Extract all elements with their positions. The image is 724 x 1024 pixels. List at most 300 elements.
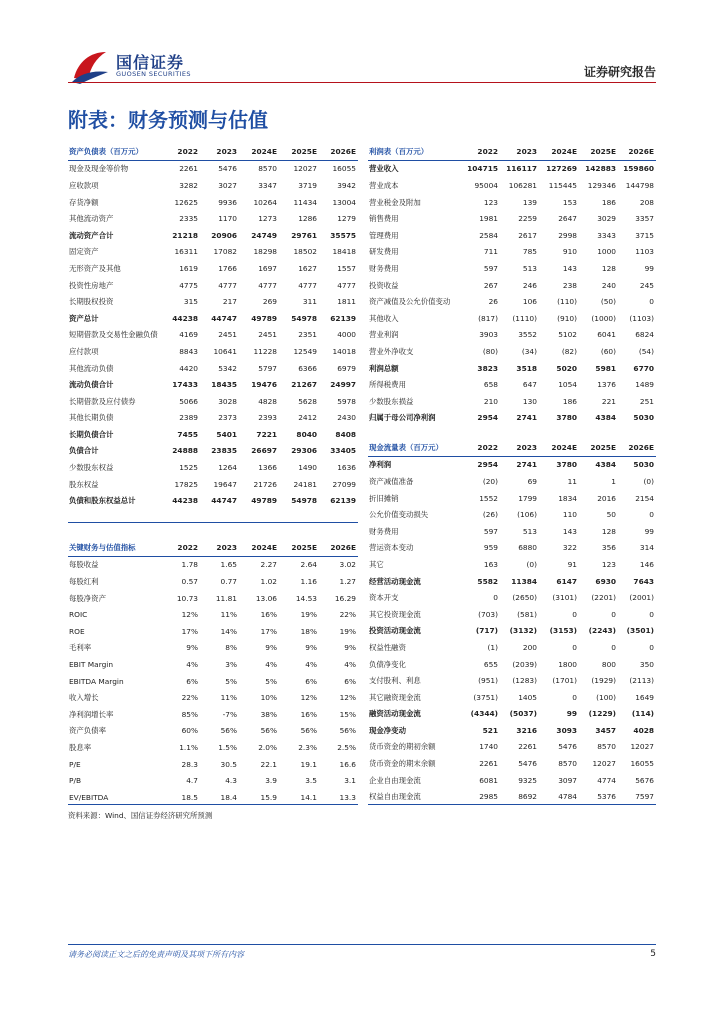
table-cell: 8570 bbox=[258, 164, 277, 174]
table-row bbox=[68, 459, 358, 476]
row-label: 收入增长 bbox=[69, 693, 99, 703]
table-cell: (2650) bbox=[512, 593, 537, 603]
table-cell: 14018 bbox=[332, 346, 356, 356]
table-cell: 54978 bbox=[291, 496, 317, 506]
table-cell: 13004 bbox=[332, 197, 356, 207]
column-header: 2024E bbox=[539, 439, 579, 456]
table-row bbox=[68, 194, 358, 211]
table-cell: 62139 bbox=[330, 313, 356, 323]
row-label: 折旧摊销 bbox=[369, 493, 399, 503]
table-cell: (3501) bbox=[626, 626, 654, 636]
table-cell: 49789 bbox=[251, 313, 277, 323]
table-row bbox=[68, 393, 358, 410]
table-cell: 1800 bbox=[558, 659, 577, 669]
table-cell: 1376 bbox=[597, 380, 616, 390]
cash-flow-header-row bbox=[368, 439, 656, 456]
table-cell: 1619 bbox=[179, 263, 198, 273]
table-cell: 5020 bbox=[556, 363, 577, 373]
table-row bbox=[68, 476, 358, 493]
table-cell: 3942 bbox=[337, 180, 356, 190]
table-row bbox=[368, 160, 656, 177]
table-cell: 11228 bbox=[253, 346, 277, 356]
table-row bbox=[368, 772, 656, 789]
row-label: 资产减值准备 bbox=[369, 476, 414, 486]
row-label: 其他流动负债 bbox=[69, 363, 114, 373]
table-cell: 3.9 bbox=[265, 776, 277, 786]
table-cell: 238 bbox=[562, 280, 577, 290]
table-cell: 3715 bbox=[635, 230, 654, 240]
table-cell: 8570 bbox=[597, 742, 616, 752]
row-label: 现金及现金等价物 bbox=[69, 164, 129, 174]
table-cell: 144798 bbox=[625, 180, 654, 190]
column-header: 2022 bbox=[160, 143, 200, 160]
row-label: 负债净变化 bbox=[369, 659, 406, 669]
table-cell: 4% bbox=[305, 659, 317, 669]
table-cell: 658 bbox=[483, 380, 498, 390]
table-cell: 38% bbox=[260, 709, 277, 719]
row-label: 其它融资现金流 bbox=[369, 692, 421, 702]
table-cell: 3027 bbox=[218, 180, 237, 190]
row-label: 资产负债率 bbox=[69, 726, 106, 736]
table-cell: 3347 bbox=[258, 180, 277, 190]
table-cell: (1283) bbox=[512, 676, 537, 686]
table-cell: 6081 bbox=[479, 775, 498, 785]
column-header: 2022 bbox=[460, 143, 500, 160]
table-cell: 16055 bbox=[332, 164, 356, 174]
table-cell: 18.5 bbox=[181, 792, 198, 802]
table-cell: 4.7 bbox=[186, 776, 198, 786]
table-cell: 0.57 bbox=[181, 576, 198, 586]
table-cell: (50) bbox=[600, 297, 616, 307]
table-cell: 1697 bbox=[258, 263, 277, 273]
disclaimer-text: 请务必阅读正文之后的免责声明及其项下所有内容 bbox=[68, 950, 244, 959]
table-cell: (1000) bbox=[591, 313, 616, 323]
table-cell: 6770 bbox=[633, 363, 654, 373]
table-row bbox=[368, 523, 656, 540]
table-cell: 56% bbox=[260, 726, 277, 736]
table-cell: 7643 bbox=[633, 576, 654, 586]
table-cell: (1103) bbox=[629, 313, 654, 323]
table-cell: 245 bbox=[639, 280, 654, 290]
table-cell: 8408 bbox=[335, 429, 356, 439]
row-label: 投资性房地产 bbox=[69, 280, 114, 290]
table-cell: 9325 bbox=[518, 775, 537, 785]
table-cell: 7597 bbox=[635, 792, 654, 802]
table-cell: 16.29 bbox=[334, 593, 356, 603]
table-cell: 22% bbox=[339, 610, 356, 620]
report-type-label: 证券研究报告 bbox=[583, 65, 656, 79]
table-cell: 350 bbox=[639, 659, 654, 669]
indicators-bottom-rule bbox=[68, 804, 358, 805]
row-label: 货币资金的期初余额 bbox=[369, 742, 436, 752]
row-label: 融资活动现金流 bbox=[369, 709, 421, 719]
table-row bbox=[68, 327, 358, 344]
table-cell: 115445 bbox=[548, 180, 577, 190]
table-cell: 4420 bbox=[179, 363, 198, 373]
table-cell: 8040 bbox=[296, 429, 317, 439]
table-cell: 30.5 bbox=[220, 759, 237, 769]
table-cell: 17433 bbox=[172, 380, 198, 390]
table-cell: 1766 bbox=[218, 263, 237, 273]
table-cell: 1490 bbox=[298, 463, 317, 473]
table-cell: 2389 bbox=[179, 413, 198, 423]
row-label: 经营活动现金流 bbox=[369, 576, 421, 586]
table-cell: 13.3 bbox=[339, 792, 356, 802]
table-row bbox=[368, 623, 656, 640]
table-cell: 1.27 bbox=[339, 576, 356, 586]
table-cell: 959 bbox=[483, 543, 498, 553]
table-cell: 10264 bbox=[253, 197, 277, 207]
cash-flow-table bbox=[368, 439, 656, 805]
table-cell: 5376 bbox=[597, 792, 616, 802]
table-cell: 3028 bbox=[218, 396, 237, 406]
row-label: 其它 bbox=[369, 559, 384, 569]
row-label: 权益自由现金流 bbox=[369, 792, 421, 802]
table-row bbox=[68, 706, 358, 723]
row-label: 资本开支 bbox=[369, 593, 399, 603]
table-cell: 11% bbox=[220, 693, 237, 703]
table-cell: 1.5% bbox=[218, 742, 237, 752]
table-cell: (3101) bbox=[552, 593, 577, 603]
table-cell: 5030 bbox=[633, 460, 654, 470]
table-cell: 5% bbox=[265, 676, 277, 686]
row-label: 投资收益 bbox=[369, 280, 399, 290]
table-cell: 9% bbox=[186, 643, 198, 653]
table-cell: 29306 bbox=[291, 446, 317, 456]
table-row bbox=[368, 706, 656, 723]
table-cell: 4777 bbox=[298, 280, 317, 290]
table-cell: 2016 bbox=[597, 493, 616, 503]
table-row bbox=[368, 573, 656, 590]
table-cell: 18418 bbox=[332, 247, 356, 257]
table-cell: 19476 bbox=[251, 380, 277, 390]
table-row bbox=[368, 672, 656, 689]
table-row bbox=[68, 492, 358, 509]
table-cell: 9% bbox=[344, 643, 356, 653]
table-row bbox=[368, 739, 656, 756]
table-cell: 24997 bbox=[330, 380, 356, 390]
table-cell: 44238 bbox=[172, 496, 198, 506]
table-cell: (110) bbox=[557, 297, 577, 307]
table-cell: 9% bbox=[305, 643, 317, 653]
column-header: 2024E bbox=[539, 143, 579, 160]
table-cell: 269 bbox=[262, 297, 277, 307]
table-row bbox=[68, 772, 358, 789]
table-cell: 14.53 bbox=[295, 593, 317, 603]
row-label: 财务费用 bbox=[369, 263, 399, 273]
table-cell: 10% bbox=[260, 693, 277, 703]
table-cell: 60% bbox=[181, 726, 198, 736]
table-cell: 6824 bbox=[635, 330, 654, 340]
table-cell: 2373 bbox=[218, 413, 237, 423]
table-cell: 44238 bbox=[172, 313, 198, 323]
column-header: 2026E bbox=[618, 439, 656, 456]
row-label: 毛利率 bbox=[69, 643, 92, 653]
table-row bbox=[68, 723, 358, 740]
table-cell: 4784 bbox=[558, 792, 577, 802]
table-row bbox=[368, 293, 656, 310]
table-cell: 2451 bbox=[258, 330, 277, 340]
table-cell: 19647 bbox=[213, 479, 237, 489]
row-label: 其它投资现金流 bbox=[369, 609, 421, 619]
table-cell: 128 bbox=[601, 263, 616, 273]
column-header: 2025E bbox=[579, 143, 618, 160]
row-label: 利润总额 bbox=[369, 363, 399, 373]
table-row bbox=[368, 194, 656, 211]
table-cell: 4828 bbox=[258, 396, 277, 406]
table-cell: 14% bbox=[220, 626, 237, 636]
table-cell: 4774 bbox=[597, 775, 616, 785]
cash-flow-title: 现金流量表（百万元） bbox=[368, 439, 460, 456]
table-cell: 647 bbox=[522, 380, 537, 390]
table-cell: 356 bbox=[601, 543, 616, 553]
table-row bbox=[368, 177, 656, 194]
table-row bbox=[368, 556, 656, 573]
table-row bbox=[68, 789, 358, 806]
table-cell: 1000 bbox=[597, 247, 616, 257]
row-label: 营业税金及附加 bbox=[369, 197, 421, 207]
table-cell: 1.65 bbox=[220, 560, 237, 570]
row-label: 销售费用 bbox=[369, 214, 399, 224]
table-cell: 3780 bbox=[556, 413, 577, 423]
table-cell: 322 bbox=[562, 543, 577, 553]
row-label: 所得税费用 bbox=[369, 380, 406, 390]
row-label: 营运资本变动 bbox=[369, 543, 414, 553]
row-label: 研发费用 bbox=[369, 247, 399, 257]
table-cell: 18502 bbox=[293, 247, 317, 257]
table-cell: 1627 bbox=[298, 263, 317, 273]
table-cell: 267 bbox=[483, 280, 498, 290]
table-cell: 5% bbox=[225, 676, 237, 686]
logo-english-name: GUOSEN SECURITIES bbox=[116, 70, 191, 78]
table-cell: 0 bbox=[572, 692, 577, 702]
table-row bbox=[68, 177, 358, 194]
table-cell: 8843 bbox=[179, 346, 198, 356]
table-row bbox=[368, 260, 656, 277]
table-cell: 17% bbox=[181, 626, 198, 636]
table-cell: 24181 bbox=[293, 479, 317, 489]
table-cell: 1799 bbox=[518, 493, 537, 503]
row-label: 长期负债合计 bbox=[69, 429, 114, 439]
table-cell: 2412 bbox=[298, 413, 317, 423]
table-cell: 99 bbox=[644, 526, 654, 536]
table-cell: 146 bbox=[639, 559, 654, 569]
table-cell: (1) bbox=[487, 642, 498, 652]
table-cell: 11% bbox=[220, 610, 237, 620]
table-cell: 0 bbox=[572, 609, 577, 619]
table-cell: (0) bbox=[526, 559, 537, 569]
table-cell: (54) bbox=[638, 346, 654, 356]
table-cell: 9% bbox=[265, 643, 277, 653]
table-cell: 4.3 bbox=[225, 776, 237, 786]
row-label: 公允价值变动损失 bbox=[369, 510, 429, 520]
table-cell: 4775 bbox=[179, 280, 198, 290]
table-row bbox=[68, 673, 358, 690]
table-cell: (114) bbox=[631, 709, 654, 719]
table-cell: 2.0% bbox=[258, 742, 277, 752]
table-row bbox=[68, 756, 358, 773]
table-row bbox=[68, 640, 358, 657]
table-cell: 186 bbox=[562, 396, 577, 406]
table-cell: (703) bbox=[478, 609, 498, 619]
table-cell: 3719 bbox=[298, 180, 317, 190]
table-cell: (1929) bbox=[591, 676, 616, 686]
table-cell: 0 bbox=[649, 510, 654, 520]
row-label: 资产减值及公允价值变动 bbox=[369, 297, 451, 307]
table-cell: 29761 bbox=[291, 230, 317, 240]
table-cell: 24888 bbox=[172, 446, 198, 456]
table-cell: 1366 bbox=[258, 463, 277, 473]
table-cell: (2001) bbox=[629, 593, 654, 603]
row-label: EBITDA Margin bbox=[69, 676, 124, 686]
table-cell: 123 bbox=[601, 559, 616, 569]
table-cell: 13.06 bbox=[255, 593, 277, 603]
table-cell: 28.3 bbox=[181, 759, 198, 769]
table-cell: (26) bbox=[482, 510, 498, 520]
table-cell: 314 bbox=[639, 543, 654, 553]
row-label: 股息率 bbox=[69, 742, 92, 752]
row-label: 每股净资产 bbox=[69, 593, 106, 603]
table-cell: 2741 bbox=[516, 413, 537, 423]
table-cell: 127269 bbox=[546, 164, 577, 174]
table-row bbox=[68, 443, 358, 460]
table-row bbox=[68, 210, 358, 227]
table-row bbox=[68, 426, 358, 443]
table-cell: 99 bbox=[566, 709, 577, 719]
table-cell: 20906 bbox=[211, 230, 237, 240]
row-label: 资产总计 bbox=[69, 313, 99, 323]
row-label: P/B bbox=[69, 776, 82, 786]
table-cell: 3457 bbox=[595, 725, 616, 735]
table-cell: 2985 bbox=[479, 792, 498, 802]
table-cell: (3751) bbox=[473, 692, 498, 702]
table-row bbox=[68, 293, 358, 310]
row-label: 应收款项 bbox=[69, 180, 99, 190]
table-row bbox=[68, 623, 358, 640]
table-cell: 1552 bbox=[479, 493, 498, 503]
table-cell: 17825 bbox=[174, 479, 198, 489]
table-cell: 19% bbox=[339, 626, 356, 636]
row-label: 企业自由现金流 bbox=[369, 775, 421, 785]
table-cell: 597 bbox=[483, 526, 498, 536]
table-cell: 23835 bbox=[211, 446, 237, 456]
table-cell: 9936 bbox=[218, 197, 237, 207]
table-cell: (20) bbox=[482, 476, 498, 486]
table-cell: 1834 bbox=[558, 493, 577, 503]
table-cell: (4344) bbox=[470, 709, 498, 719]
table-cell: 800 bbox=[601, 659, 616, 669]
table-cell: 5978 bbox=[337, 396, 356, 406]
table-row bbox=[368, 689, 656, 706]
row-label: 归属于母公司净利润 bbox=[369, 413, 436, 423]
table-row bbox=[368, 327, 656, 344]
column-header: 2023 bbox=[200, 539, 239, 556]
column-header: 2023 bbox=[500, 439, 539, 456]
table-cell: (82) bbox=[561, 346, 577, 356]
table-row bbox=[68, 656, 358, 673]
row-label: 少数股东权益 bbox=[69, 463, 114, 473]
table-row bbox=[68, 277, 358, 294]
table-row bbox=[368, 410, 656, 427]
table-row bbox=[68, 376, 358, 393]
table-row bbox=[368, 755, 656, 772]
column-header: 2025E bbox=[579, 439, 618, 456]
table-cell: 2647 bbox=[558, 214, 577, 224]
table-row bbox=[368, 244, 656, 261]
table-cell: 4% bbox=[344, 659, 356, 669]
table-cell: 1557 bbox=[337, 263, 356, 273]
table-cell: 106 bbox=[522, 297, 537, 307]
balance-sheet-title: 资产负债表（百万元） bbox=[68, 143, 160, 160]
table-cell: (817) bbox=[478, 313, 498, 323]
table-cell: 5030 bbox=[633, 413, 654, 423]
table-row bbox=[368, 506, 656, 523]
table-cell: 597 bbox=[483, 263, 498, 273]
table-cell: 910 bbox=[562, 247, 577, 257]
row-label: 支付股利、利息 bbox=[369, 676, 421, 686]
table-row bbox=[368, 490, 656, 507]
table-cell: 2954 bbox=[477, 413, 498, 423]
table-cell: 12549 bbox=[293, 346, 317, 356]
row-label: 无形资产及其他 bbox=[69, 263, 121, 273]
guosen-logo-icon bbox=[70, 48, 110, 84]
table-cell: 69 bbox=[527, 476, 537, 486]
table-row bbox=[68, 360, 358, 377]
table-cell: 2259 bbox=[518, 214, 537, 224]
table-cell: 1525 bbox=[179, 463, 198, 473]
table-cell: 21218 bbox=[172, 230, 198, 240]
table-row bbox=[368, 656, 656, 673]
table-cell: 24749 bbox=[251, 230, 277, 240]
table-cell: 3097 bbox=[558, 775, 577, 785]
table-cell: 4777 bbox=[337, 280, 356, 290]
table-cell: 2.64 bbox=[300, 560, 317, 570]
table-cell: 143 bbox=[562, 526, 577, 536]
table-row bbox=[68, 227, 358, 244]
row-label: EV/EBITDA bbox=[69, 792, 109, 802]
table-cell: 2335 bbox=[179, 214, 198, 224]
column-header: 2023 bbox=[200, 143, 239, 160]
table-cell: 142883 bbox=[585, 164, 616, 174]
table-row bbox=[368, 310, 656, 327]
table-cell: 1489 bbox=[635, 380, 654, 390]
table-cell: (80) bbox=[482, 346, 498, 356]
key-indicators-title: 关键财务与估值指标 bbox=[68, 539, 160, 556]
table-cell: 15% bbox=[339, 709, 356, 719]
row-label: 流动资产合计 bbox=[69, 230, 114, 240]
table-cell: 1 bbox=[611, 476, 616, 486]
table-cell: 143 bbox=[562, 263, 577, 273]
table-row bbox=[368, 360, 656, 377]
cash-flow-bottom-rule bbox=[368, 804, 656, 805]
table-cell: 16.6 bbox=[339, 759, 356, 769]
row-label: 净利润增长率 bbox=[69, 709, 114, 719]
table-cell: 6% bbox=[344, 676, 356, 686]
table-cell: 6366 bbox=[298, 363, 317, 373]
table-cell: 4777 bbox=[218, 280, 237, 290]
row-label: ROIC bbox=[69, 610, 88, 620]
table-cell: 163 bbox=[483, 559, 498, 569]
income-statement-table bbox=[368, 143, 656, 426]
table-cell: 210 bbox=[483, 396, 498, 406]
table-cell: 4384 bbox=[595, 413, 616, 423]
table-cell: 12% bbox=[300, 693, 317, 703]
table-cell: 116117 bbox=[506, 164, 537, 174]
balance-sheet-bottom-rule bbox=[68, 522, 358, 523]
table-cell: 2998 bbox=[558, 230, 577, 240]
table-cell: 785 bbox=[522, 247, 537, 257]
table-cell: 12% bbox=[339, 693, 356, 703]
